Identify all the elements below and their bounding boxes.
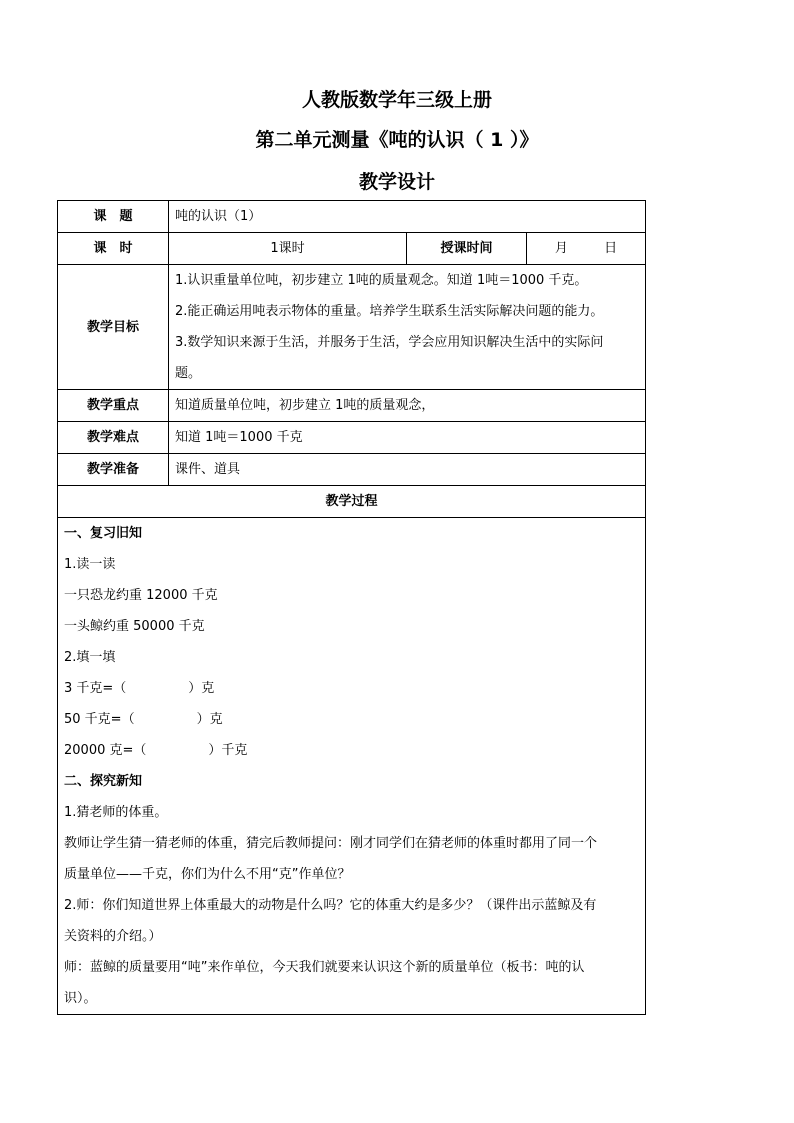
goal-line: 3.数学知识来源于生活，并服务于生活，学会应用知识解决生活中的实际问 [175, 335, 604, 350]
hours-value: 1课时 [169, 233, 407, 265]
goals-value [169, 265, 646, 390]
explore-line: 识）。 [64, 991, 97, 1006]
section-review-title: 一、复习旧知 [64, 526, 143, 541]
fill-item [64, 735, 639, 766]
read-line: 一头鲸约重 50000 千克 [64, 619, 205, 634]
fill-item-left: 3 千克=（ [64, 681, 127, 696]
goal-line: 1.认识重量单位吨，初步建立 1吨的质量观念。知道 1吨＝1000 千克。 [175, 273, 588, 288]
month-label: 月 [554, 241, 568, 256]
goal-line: 2.能正确运用吨表示物体的重量。培养学生联系生活实际解决问题的能力。 [175, 304, 604, 319]
fill-item [64, 704, 639, 735]
goal-line: 题。 [175, 366, 202, 381]
fill-item-right: ）克 [196, 712, 223, 727]
row-key-points [58, 390, 646, 422]
doc-title-3: 教学设计 [358, 171, 435, 193]
date-label: 授课时间 [407, 233, 527, 265]
fill-item-left: 50 千克=（ [64, 712, 135, 727]
key-points-value: 知道质量单位吨，初步建立 1吨的质量观念， [169, 390, 646, 422]
explore-line: 关资料的介绍。） [64, 929, 162, 944]
explore-line: 2.师：你们知道世界上体重最大的动物是什么吗？它的体重大约是多少？（课件出示蓝鲸及有 [64, 898, 597, 913]
goals-label: 教学目标 [58, 265, 169, 390]
explore-line: 师：蓝鲸的质量要用“吨”来作单位，今天我们就要来认识这个新的质量单位（板书：吨的认 [64, 960, 585, 975]
process-body [58, 518, 646, 1015]
hours-label: 课 时 [58, 233, 169, 265]
fill-item [64, 673, 639, 704]
row-process-header [58, 486, 646, 518]
preparation-label: 教学准备 [58, 454, 169, 486]
process-header: 教学过程 [58, 486, 646, 518]
fill-item-right: ）克 [188, 681, 215, 696]
key-points-label: 教学重点 [58, 390, 169, 422]
topic-label: 课 题 [58, 201, 169, 233]
read-line: 一只恐龙约重 12000 千克 [64, 588, 218, 603]
row-hours [58, 233, 646, 265]
preparation-value: 课件、道具 [169, 454, 646, 486]
doc-title-1: 人教版数学年三级上册 [301, 89, 492, 111]
row-difficulties [58, 422, 646, 454]
explore-line: 教师让学生猜一猜老师的体重，猜完后教师提问：刚才同学们在猜老师的体重时都用了同一个 [64, 836, 598, 851]
doc-title-2: 第二单元测量《吨的认识（ 1 ）》 [255, 129, 539, 151]
row-topic [58, 201, 646, 233]
date-value [527, 233, 646, 265]
explore-line: 质量单位——千克，你们为什么不用“克”作单位？ [64, 867, 351, 882]
read-heading: 1.读一读 [64, 557, 116, 572]
row-goals [58, 265, 646, 390]
row-process-body [58, 518, 646, 1015]
difficulties-value: 知道 1吨＝1000 千克 [169, 422, 646, 454]
fill-heading: 2.填一填 [64, 650, 116, 665]
fill-item-left: 20000 克=（ [64, 743, 147, 758]
day-label: 日 [604, 241, 618, 256]
topic-value: 吨的认识（1） [169, 201, 646, 233]
row-preparation [58, 454, 646, 486]
fill-item-right: ）千克 [208, 743, 248, 758]
difficulties-label: 教学难点 [58, 422, 169, 454]
section-explore-title: 二、探究新知 [64, 774, 143, 789]
explore-line: 1.猜老师的体重。 [64, 805, 168, 820]
lesson-plan-table [57, 200, 646, 1015]
